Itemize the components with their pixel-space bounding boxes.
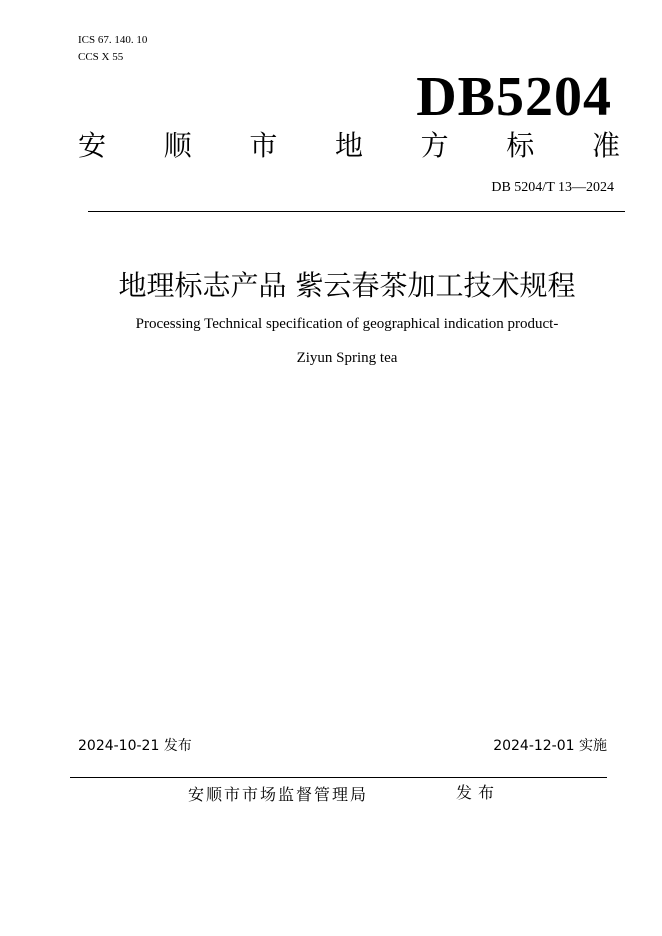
header-divider — [88, 211, 625, 212]
standard-type-char: 准 — [591, 129, 620, 162]
implement-date: 2024-12-01 实施 — [493, 738, 607, 754]
ccs-code: CCS X 55 — [78, 51, 124, 63]
standard-type-char: 安 — [78, 129, 107, 162]
standard-code-logo: DB5204 — [416, 66, 612, 128]
standard-type-char: 方 — [420, 129, 449, 162]
footer-divider — [70, 777, 607, 778]
standard-number: DB 5204/T 13—2024 — [491, 180, 614, 195]
issue-label: 发布 — [456, 783, 501, 802]
document-title-en-line1: Processing Technical specification of geographical indication product- — [135, 316, 559, 332]
standard-type-char: 顺 — [163, 129, 192, 162]
issuing-authority: 安顺市市场监督管理局 — [188, 785, 369, 804]
standard-type-char: 标 — [506, 129, 535, 162]
document-title-en-line2: Ziyun Spring tea — [296, 350, 398, 366]
document-title-zh: 地理标志产品 紫云春茶加工技术规程 — [118, 269, 576, 302]
standard-type-char: 地 — [334, 129, 363, 162]
publish-date: 2024-10-21 发布 — [78, 738, 192, 754]
standard-type — [78, 128, 620, 164]
standard-type-char: 市 — [249, 129, 278, 162]
ics-code: ICS 67. 140. 10 — [78, 34, 148, 46]
